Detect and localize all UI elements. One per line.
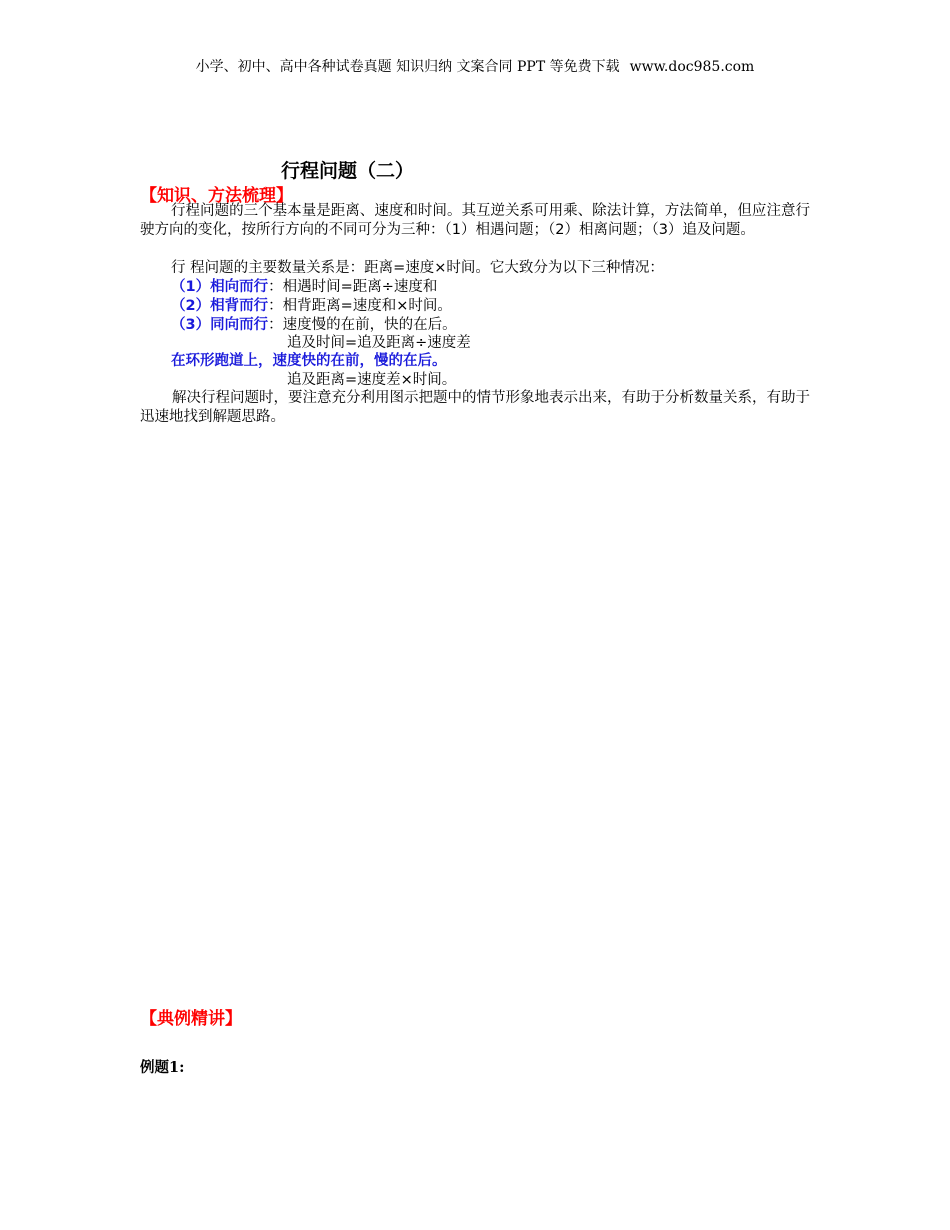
- chase-formula: 追及时间=追及距离÷速度差: [287, 335, 471, 351]
- circular-note: 在环形跑道上，速度快的在前，慢的在后。: [171, 353, 447, 369]
- case-item-1: [171, 278, 437, 297]
- case-item-3: [171, 316, 457, 335]
- case-label-3: （3）同向而行: [171, 317, 269, 333]
- knowledge-conclusion: 解决行程问题时，要注意充分利用图示把题中的情节形象地表示出来，有助于分析数量关系，有助于迅速地找到解题思路。: [140, 390, 810, 425]
- case-label-2: （2）相背而行: [171, 298, 269, 314]
- example-1-label: [140, 1056, 184, 1077]
- examples-heading: 【典例精讲】: [140, 1009, 242, 1029]
- knowledge-heading: 【知识、方法梳理】: [140, 186, 293, 206]
- example-1-word: 例题: [140, 1060, 169, 1076]
- case-text-2: ：相背距离=速度和×时间。: [268, 298, 452, 314]
- example-1-number: 1:: [169, 1059, 185, 1076]
- knowledge-intro: 行程问题的三个基本量是距离、速度和时间。其互逆关系可用乘、除法计算，方法简单，但应注意行驶方向的变化，按所行方向的不同可分为三种：（1）相遇问题；（2）相离问题；（3）追及问题。: [140, 203, 810, 238]
- header-url[interactable]: www.doc985.com: [629, 59, 755, 75]
- chase-distance-formula: 追及距离=速度差×时间。: [287, 372, 457, 388]
- page-title: 行程问题（二）: [281, 160, 415, 182]
- case-text-1: ：相遇时间=距离÷速度和: [268, 279, 438, 295]
- header-text: 小学、初中、高中各种试卷真题 知识归纳 文案合同 PPT 等免费下载: [195, 59, 620, 75]
- case-text-3: ：速度慢的在前，快的在后。: [268, 317, 457, 333]
- case-item-2: [171, 297, 452, 316]
- case-label-1: （1）相向而行: [171, 279, 269, 295]
- knowledge-relation: 行 程问题的主要数量关系是：距离=速度×时间。它大致分为以下三种情况：: [171, 260, 664, 276]
- page-header: [0, 56, 950, 76]
